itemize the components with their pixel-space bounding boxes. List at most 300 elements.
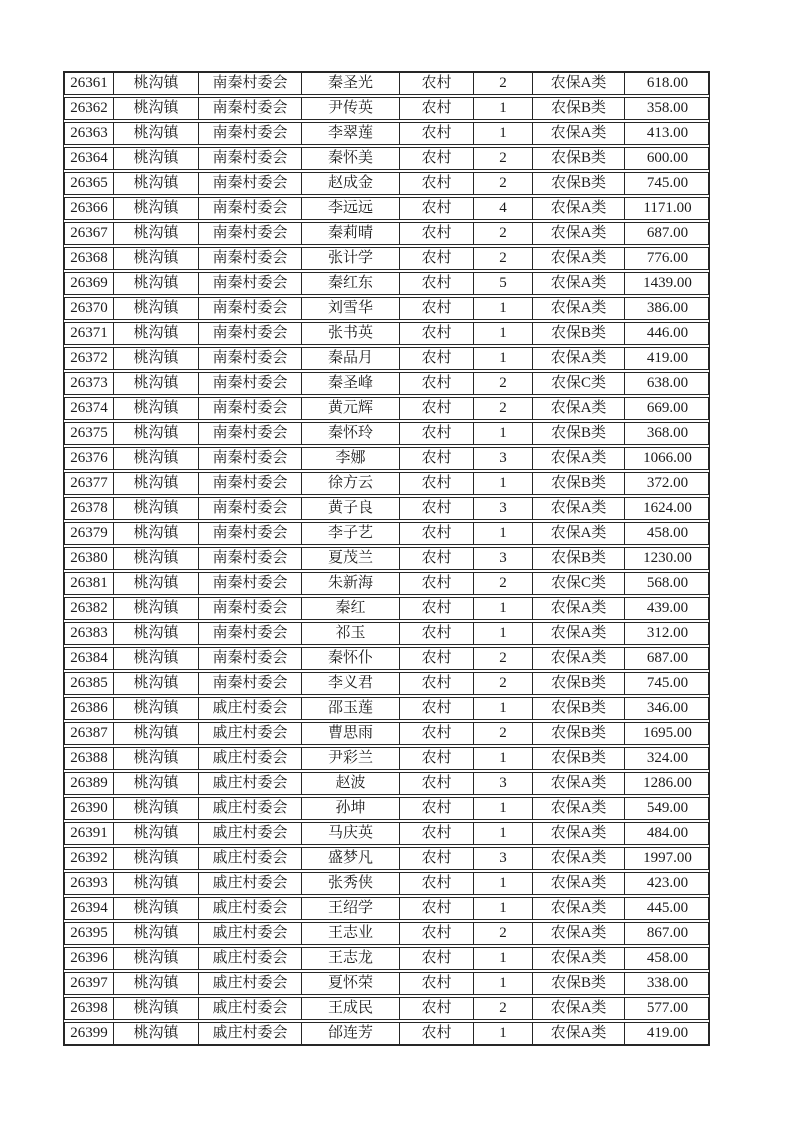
benefits-table [63,71,710,1046]
cell-person_count: 2 [474,998,533,1019]
cell-record_id: 26394 [65,898,114,919]
cell-insurance_category: 农保A类 [533,298,625,319]
cell-person_count: 4 [474,198,533,219]
cell-name: 秦红 [302,598,400,619]
cell-name: 赵成金 [302,173,400,194]
cell-village: 戚庄村委会 [199,848,302,869]
cell-household_type: 农村 [400,648,474,669]
cell-record_id: 26369 [65,273,114,294]
cell-insurance_category: 农保B类 [533,698,625,719]
cell-town: 桃沟镇 [114,523,199,544]
cell-person_count: 2 [474,148,533,169]
table-row [64,697,709,720]
cell-town: 桃沟镇 [114,698,199,719]
cell-village: 南秦村委会 [199,223,302,244]
cell-record_id: 26399 [65,1023,114,1044]
cell-insurance_category: 农保A类 [533,1023,625,1044]
cell-household_type: 农村 [400,573,474,594]
cell-insurance_category: 农保B类 [533,548,625,569]
cell-name: 尹传英 [302,98,400,119]
cell-amount: 445.00 [646,900,689,916]
cell-town: 桃沟镇 [114,373,199,394]
cell-person_count: 3 [474,448,533,469]
cell-record_id: 26391 [65,823,114,844]
cell-village: 南秦村委会 [199,173,302,194]
cell-person_count: 1 [474,623,533,644]
cell-insurance_category: 农保B类 [533,673,625,694]
cell-town: 桃沟镇 [114,148,199,169]
cell-household_type: 农村 [400,723,474,744]
table-row [64,397,709,420]
cell-village: 戚庄村委会 [199,998,302,1019]
cell-insurance_category: 农保A类 [533,598,625,619]
table-row [64,547,709,570]
cell-name: 赵波 [302,773,400,794]
cell-record_id: 26380 [65,548,114,569]
cell-insurance_category: 农保B类 [533,98,625,119]
cell-town: 桃沟镇 [114,973,199,994]
cell-village: 南秦村委会 [199,98,302,119]
cell-household_type: 农村 [400,948,474,969]
table-row [64,472,709,495]
cell-village: 南秦村委会 [199,198,302,219]
cell-amount: 338.00 [646,975,689,991]
cell-amount: 458.00 [646,950,689,966]
cell-amount: 618.00 [646,75,689,91]
cell-insurance_category: 农保B类 [533,723,625,744]
cell-household_type: 农村 [400,923,474,944]
cell-household_type: 农村 [400,248,474,269]
cell-village: 戚庄村委会 [199,948,302,969]
cell-record_id: 26395 [65,923,114,944]
cell-name: 孙坤 [302,798,400,819]
cell-name: 秦品月 [302,348,400,369]
cell-record_id: 26389 [65,773,114,794]
cell-person_count: 1 [474,973,533,994]
cell-person_count: 2 [474,248,533,269]
cell-name: 李子艺 [302,523,400,544]
cell-record_id: 26388 [65,748,114,769]
cell-name: 秦怀玲 [302,423,400,444]
cell-insurance_category: 农保A类 [533,848,625,869]
cell-household_type: 农村 [400,898,474,919]
cell-amount: 1439.00 [643,275,692,291]
cell-town: 桃沟镇 [114,73,199,94]
cell-amount: 1997.00 [643,850,692,866]
cell-person_count: 2 [474,573,533,594]
cell-amount: 413.00 [646,125,689,141]
cell-insurance_category: 农保A类 [533,73,625,94]
cell-name: 秦莉晴 [302,223,400,244]
cell-amount: 638.00 [646,375,689,391]
table-row [64,847,709,870]
cell-record_id: 26375 [65,423,114,444]
cell-name: 徐方云 [302,473,400,494]
cell-village: 戚庄村委会 [199,723,302,744]
cell-village: 南秦村委会 [199,398,302,419]
table-row [64,347,709,370]
cell-household_type: 农村 [400,823,474,844]
cell-amount: 568.00 [646,575,689,591]
cell-person_count: 5 [474,273,533,294]
cell-name: 秦圣光 [302,73,400,94]
cell-town: 桃沟镇 [114,498,199,519]
cell-town: 桃沟镇 [114,173,199,194]
cell-person_count: 1 [474,698,533,719]
cell-person_count: 1 [474,323,533,344]
cell-name: 秦怀美 [302,148,400,169]
cell-village: 南秦村委会 [199,673,302,694]
cell-name: 邰连芳 [302,1023,400,1044]
cell-household_type: 农村 [400,473,474,494]
cell-town: 桃沟镇 [114,323,199,344]
cell-insurance_category: 农保A类 [533,448,625,469]
cell-person_count: 1 [474,348,533,369]
cell-household_type: 农村 [400,373,474,394]
cell-record_id: 26386 [65,698,114,719]
cell-person_count: 1 [474,523,533,544]
cell-household_type: 农村 [400,73,474,94]
table-row [64,597,709,620]
table-row [64,197,709,220]
cell-insurance_category: 农保B类 [533,748,625,769]
cell-household_type: 农村 [400,298,474,319]
cell-person_count: 1 [474,948,533,969]
cell-person_count: 2 [474,923,533,944]
table-row [64,972,709,995]
cell-insurance_category: 农保A类 [533,198,625,219]
cell-household_type: 农村 [400,623,474,644]
table-row [64,72,709,95]
cell-name: 刘雪华 [302,298,400,319]
cell-household_type: 农村 [400,323,474,344]
cell-village: 南秦村委会 [199,273,302,294]
cell-amount: 669.00 [646,400,689,416]
cell-person_count: 3 [474,848,533,869]
table-row [64,1022,709,1045]
cell-town: 桃沟镇 [114,873,199,894]
cell-town: 桃沟镇 [114,123,199,144]
cell-town: 桃沟镇 [114,398,199,419]
cell-amount: 446.00 [646,325,689,341]
cell-village: 戚庄村委会 [199,798,302,819]
cell-insurance_category: 农保A类 [533,223,625,244]
cell-record_id: 26376 [65,448,114,469]
cell-record_id: 26366 [65,198,114,219]
table-row [64,297,709,320]
cell-town: 桃沟镇 [114,348,199,369]
cell-household_type: 农村 [400,198,474,219]
cell-name: 黄元辉 [302,398,400,419]
cell-household_type: 农村 [400,873,474,894]
cell-person_count: 2 [474,173,533,194]
cell-person_count: 1 [474,473,533,494]
cell-record_id: 26372 [65,348,114,369]
cell-insurance_category: 农保B类 [533,473,625,494]
cell-amount: 372.00 [646,475,689,491]
cell-town: 桃沟镇 [114,798,199,819]
cell-amount: 423.00 [646,875,689,891]
cell-village: 戚庄村委会 [199,823,302,844]
cell-village: 南秦村委会 [199,298,302,319]
table-row [64,997,709,1020]
cell-person_count: 3 [474,498,533,519]
cell-name: 王志业 [302,923,400,944]
cell-amount: 1230.00 [643,550,692,566]
cell-village: 南秦村委会 [199,598,302,619]
cell-name: 曹思雨 [302,723,400,744]
cell-amount: 687.00 [646,225,689,241]
cell-insurance_category: 农保B类 [533,148,625,169]
cell-record_id: 26398 [65,998,114,1019]
table-row [64,122,709,145]
cell-name: 夏怀荣 [302,973,400,994]
cell-household_type: 农村 [400,773,474,794]
cell-amount: 439.00 [646,600,689,616]
cell-amount: 745.00 [646,175,689,191]
cell-household_type: 农村 [400,173,474,194]
cell-insurance_category: 农保A类 [533,398,625,419]
cell-amount: 386.00 [646,300,689,316]
cell-insurance_category: 农保A类 [533,623,625,644]
cell-amount: 358.00 [646,100,689,116]
cell-household_type: 农村 [400,973,474,994]
cell-name: 秦圣峰 [302,373,400,394]
cell-record_id: 26384 [65,648,114,669]
cell-town: 桃沟镇 [114,548,199,569]
cell-person_count: 1 [474,1023,533,1044]
cell-name: 黄子良 [302,498,400,519]
cell-person_count: 2 [474,648,533,669]
cell-name: 张计学 [302,248,400,269]
cell-record_id: 26364 [65,148,114,169]
cell-village: 南秦村委会 [199,498,302,519]
cell-village: 戚庄村委会 [199,898,302,919]
cell-amount: 1171.00 [643,200,692,216]
cell-insurance_category: 农保A类 [533,873,625,894]
cell-record_id: 26371 [65,323,114,344]
cell-record_id: 26362 [65,98,114,119]
table-row [64,822,709,845]
table-row [64,172,709,195]
cell-town: 桃沟镇 [114,823,199,844]
cell-person_count: 1 [474,423,533,444]
cell-household_type: 农村 [400,548,474,569]
cell-amount: 577.00 [646,1000,689,1016]
cell-record_id: 26381 [65,573,114,594]
table-row [64,447,709,470]
cell-person_count: 1 [474,298,533,319]
cell-town: 桃沟镇 [114,623,199,644]
table-row [64,322,709,345]
table-row [64,897,709,920]
table-row [64,272,709,295]
cell-household_type: 农村 [400,748,474,769]
cell-town: 桃沟镇 [114,598,199,619]
cell-name: 尹彩兰 [302,748,400,769]
cell-village: 南秦村委会 [199,348,302,369]
cell-name: 秦红东 [302,273,400,294]
cell-household_type: 农村 [400,98,474,119]
cell-village: 南秦村委会 [199,423,302,444]
cell-record_id: 26392 [65,848,114,869]
cell-household_type: 农村 [400,223,474,244]
cell-town: 桃沟镇 [114,948,199,969]
cell-record_id: 26383 [65,623,114,644]
cell-person_count: 2 [474,73,533,94]
cell-amount: 324.00 [646,750,689,766]
cell-town: 桃沟镇 [114,673,199,694]
cell-amount: 419.00 [646,1025,689,1041]
cell-village: 戚庄村委会 [199,748,302,769]
cell-name: 李义君 [302,673,400,694]
cell-household_type: 农村 [400,1023,474,1044]
cell-town: 桃沟镇 [114,723,199,744]
cell-insurance_category: 农保A类 [533,798,625,819]
cell-village: 戚庄村委会 [199,773,302,794]
cell-insurance_category: 农保B类 [533,173,625,194]
cell-name: 张秀侠 [302,873,400,894]
cell-amount: 484.00 [646,825,689,841]
table-row [64,647,709,670]
cell-household_type: 农村 [400,448,474,469]
cell-record_id: 26397 [65,973,114,994]
cell-village: 南秦村委会 [199,323,302,344]
cell-town: 桃沟镇 [114,648,199,669]
cell-household_type: 农村 [400,423,474,444]
cell-record_id: 26365 [65,173,114,194]
cell-village: 南秦村委会 [199,373,302,394]
table-row [64,622,709,645]
cell-town: 桃沟镇 [114,298,199,319]
cell-village: 南秦村委会 [199,148,302,169]
cell-town: 桃沟镇 [114,423,199,444]
cell-amount: 368.00 [646,425,689,441]
cell-household_type: 农村 [400,348,474,369]
cell-town: 桃沟镇 [114,98,199,119]
cell-town: 桃沟镇 [114,248,199,269]
cell-insurance_category: 农保A类 [533,273,625,294]
table-row [64,797,709,820]
cell-village: 南秦村委会 [199,623,302,644]
cell-insurance_category: 农保C类 [533,373,625,394]
cell-household_type: 农村 [400,273,474,294]
table-row [64,522,709,545]
cell-record_id: 26378 [65,498,114,519]
cell-household_type: 农村 [400,148,474,169]
cell-household_type: 农村 [400,498,474,519]
cell-household_type: 农村 [400,673,474,694]
cell-name: 邵玉莲 [302,698,400,719]
cell-name: 秦怀仆 [302,648,400,669]
cell-amount: 687.00 [646,650,689,666]
cell-person_count: 1 [474,898,533,919]
cell-village: 戚庄村委会 [199,973,302,994]
cell-person_count: 3 [474,548,533,569]
table-row [64,422,709,445]
table-row [64,147,709,170]
cell-village: 南秦村委会 [199,73,302,94]
cell-person_count: 2 [474,398,533,419]
cell-name: 朱新海 [302,573,400,594]
cell-insurance_category: 农保A类 [533,948,625,969]
table-row [64,947,709,970]
cell-insurance_category: 农保A类 [533,498,625,519]
table-row [64,572,709,595]
cell-insurance_category: 农保C类 [533,573,625,594]
cell-record_id: 26379 [65,523,114,544]
cell-insurance_category: 农保B类 [533,423,625,444]
cell-person_count: 1 [474,98,533,119]
cell-village: 戚庄村委会 [199,1023,302,1044]
cell-record_id: 26373 [65,373,114,394]
cell-insurance_category: 农保A类 [533,923,625,944]
table-row [64,497,709,520]
cell-insurance_category: 农保A类 [533,898,625,919]
cell-record_id: 26363 [65,123,114,144]
cell-village: 南秦村委会 [199,523,302,544]
cell-household_type: 农村 [400,698,474,719]
cell-insurance_category: 农保A类 [533,123,625,144]
table-row [64,222,709,245]
cell-record_id: 26385 [65,673,114,694]
cell-amount: 1286.00 [643,775,692,791]
cell-person_count: 2 [474,223,533,244]
cell-name: 张书英 [302,323,400,344]
cell-name: 李翠莲 [302,123,400,144]
cell-record_id: 26382 [65,598,114,619]
cell-record_id: 26370 [65,298,114,319]
cell-record_id: 26374 [65,398,114,419]
cell-amount: 346.00 [646,700,689,716]
cell-name: 盛梦凡 [302,848,400,869]
table-row [64,922,709,945]
cell-household_type: 农村 [400,798,474,819]
cell-amount: 1624.00 [643,500,692,516]
cell-village: 戚庄村委会 [199,923,302,944]
cell-town: 桃沟镇 [114,1023,199,1044]
table-row [64,97,709,120]
cell-insurance_category: 农保A类 [533,998,625,1019]
cell-town: 桃沟镇 [114,773,199,794]
cell-village: 南秦村委会 [199,448,302,469]
cell-amount: 549.00 [646,800,689,816]
table-row [64,872,709,895]
cell-record_id: 26390 [65,798,114,819]
cell-person_count: 1 [474,798,533,819]
cell-amount: 745.00 [646,675,689,691]
cell-amount: 1695.00 [643,725,692,741]
cell-insurance_category: 农保B类 [533,323,625,344]
cell-household_type: 农村 [400,123,474,144]
cell-person_count: 1 [474,598,533,619]
table-row [64,722,709,745]
cell-amount: 312.00 [646,625,689,641]
cell-record_id: 26367 [65,223,114,244]
cell-name: 祁玉 [302,623,400,644]
cell-person_count: 2 [474,373,533,394]
cell-town: 桃沟镇 [114,223,199,244]
cell-village: 戚庄村委会 [199,873,302,894]
cell-amount: 1066.00 [643,450,692,466]
cell-name: 李远远 [302,198,400,219]
cell-town: 桃沟镇 [114,998,199,1019]
cell-household_type: 农村 [400,848,474,869]
cell-name: 马庆英 [302,823,400,844]
cell-name: 王绍学 [302,898,400,919]
cell-town: 桃沟镇 [114,848,199,869]
cell-record_id: 26361 [65,73,114,94]
